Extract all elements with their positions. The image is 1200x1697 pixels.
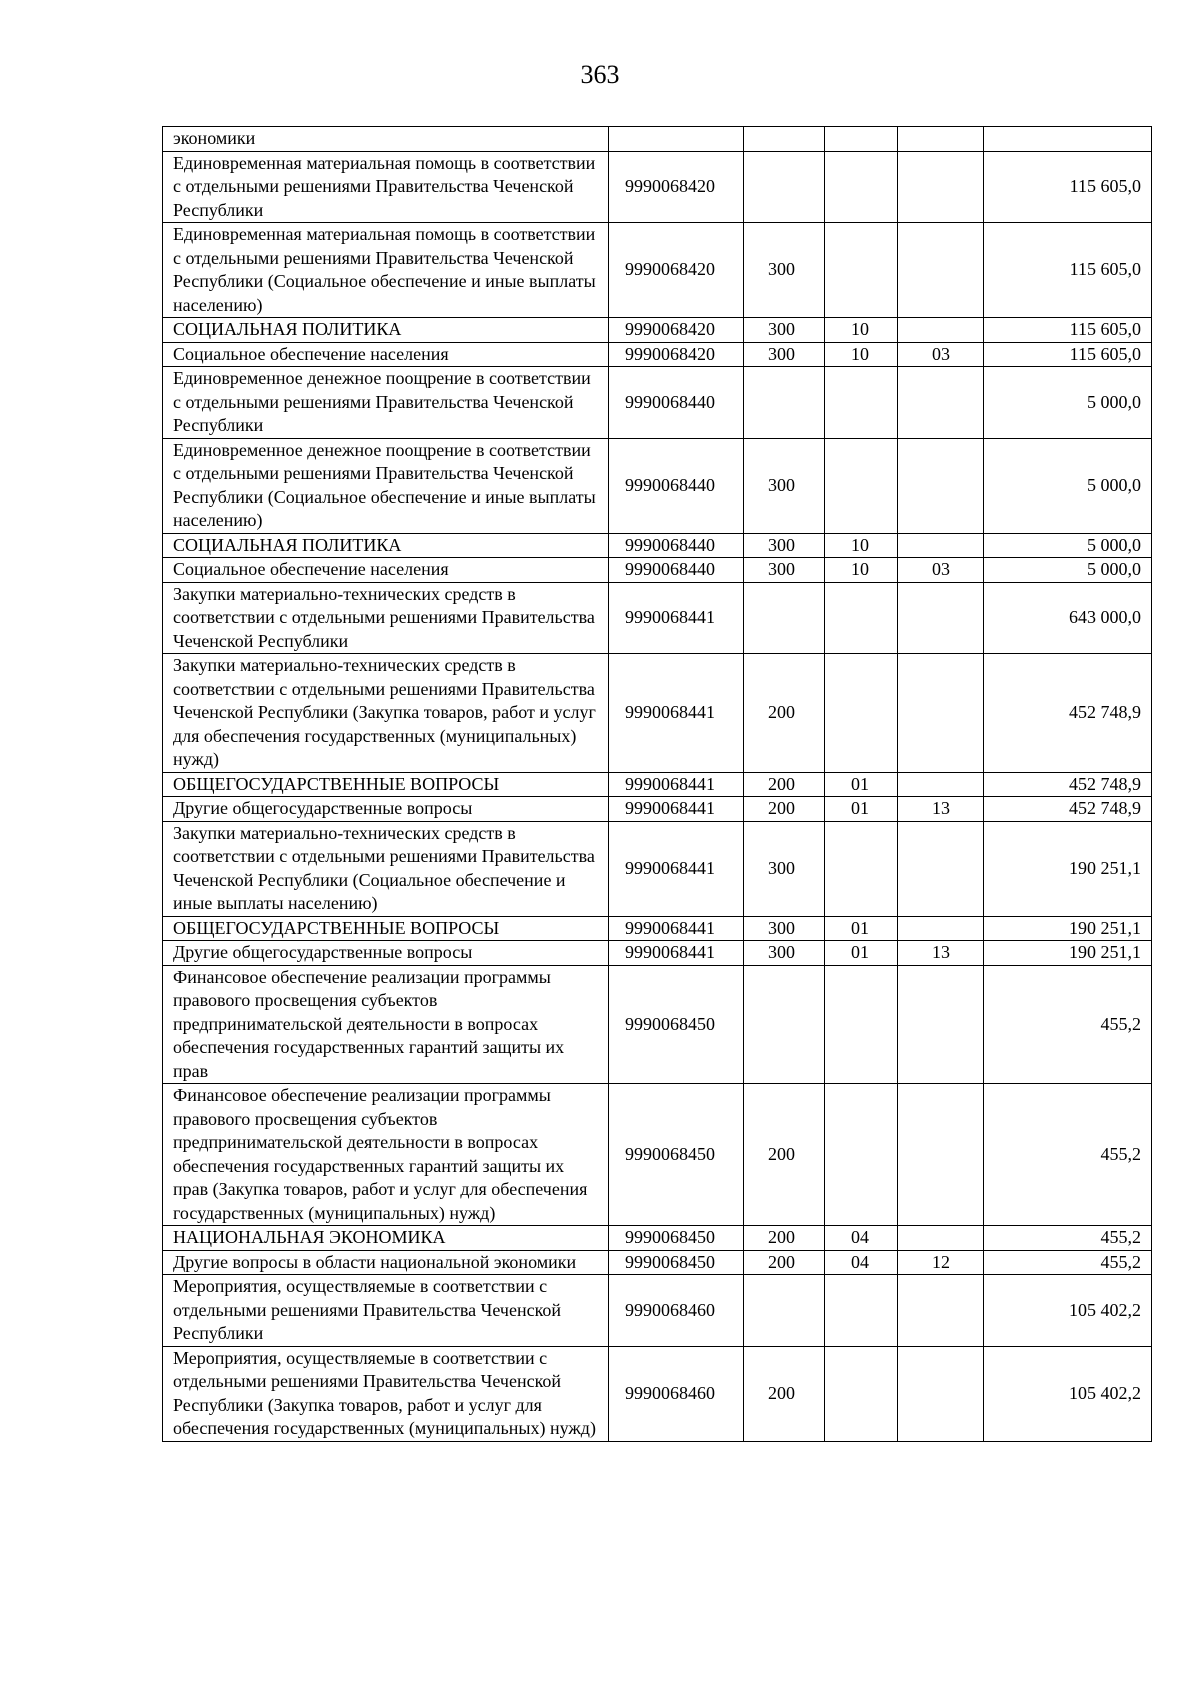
row-name-cell: Другие общегосударственные вопросы [163,797,609,822]
table-row [163,916,1152,941]
section-code-cell: 01 [825,772,898,797]
section-code-cell [825,582,898,654]
section-code-cell [825,127,898,152]
table-row [163,533,1152,558]
table-row [163,965,1152,1084]
row-name-cell: Единовременное денежное поощрение в соответствии с отдельными решениями Правительства Чеченской Республики [163,367,609,439]
subsection-code-cell [898,654,984,773]
amount-cell: 190 251,1 [984,941,1152,966]
expense-type-code-cell: 200 [744,797,825,822]
section-code-cell [825,151,898,223]
row-name-cell: ОБЩЕГОСУДАРСТВЕННЫЕ ВОПРОСЫ [163,772,609,797]
row-name-cell: Мероприятия, осуществляемые в соответствии с отдельными решениями Правительства Чеченской Республики (Закупка товаров, работ и услуг для обеспечения государственных (муниципальных) нужд) [163,1346,609,1441]
subsection-code-cell [898,772,984,797]
row-name-cell: Закупки материально-технических средств в соответствии с отдельными решениями Правительства Чеченской Республики (Закупка товаров, работ и услуг для обеспечения государственных (муниципальных) нужд) [163,654,609,773]
budget-table [162,126,1152,1442]
table-row [163,941,1152,966]
section-code-cell: 10 [825,342,898,367]
amount-cell: 190 251,1 [984,916,1152,941]
target-article-code-cell: 9990068441 [609,941,744,966]
expense-type-code-cell: 200 [744,1250,825,1275]
row-name-cell: Финансовое обеспечение реализации программы правового просвещения субъектов предпринимательской деятельности в вопросах обеспечения государственных гарантий защиты их прав [163,965,609,1084]
subsection-code-cell: 13 [898,797,984,822]
table-row [163,367,1152,439]
expense-type-code-cell [744,151,825,223]
table-row [163,1250,1152,1275]
amount-cell: 452 748,9 [984,654,1152,773]
target-article-code-cell: 9990068441 [609,582,744,654]
subsection-code-cell: 03 [898,342,984,367]
amount-cell: 190 251,1 [984,821,1152,916]
expense-type-code-cell: 300 [744,821,825,916]
section-code-cell [825,654,898,773]
subsection-code-cell: 03 [898,558,984,583]
section-code-cell [825,223,898,318]
table-row [163,582,1152,654]
section-code-cell [825,965,898,1084]
row-name-cell: Единовременное денежное поощрение в соответствии с отдельными решениями Правительства Чеченской Республики (Социальное обеспечение и иные выплаты населению) [163,438,609,533]
row-name-cell: СОЦИАЛЬНАЯ ПОЛИТИКА [163,318,609,343]
target-article-code-cell: 9990068441 [609,821,744,916]
expense-type-code-cell [744,127,825,152]
subsection-code-cell [898,1275,984,1347]
amount-cell: 5 000,0 [984,367,1152,439]
row-name-cell: НАЦИОНАЛЬНАЯ ЭКОНОМИКА [163,1226,609,1251]
subsection-code-cell [898,127,984,152]
target-article-code-cell: 9990068441 [609,797,744,822]
row-name-cell: Другие вопросы в области национальной экономики [163,1250,609,1275]
expense-type-code-cell: 300 [744,941,825,966]
table-row [163,1084,1152,1226]
section-code-cell [825,1084,898,1226]
expense-type-code-cell: 300 [744,916,825,941]
amount-cell: 115 605,0 [984,318,1152,343]
row-name-cell: Закупки материально-технических средств в соответствии с отдельными решениями Правительства Чеченской Республики [163,582,609,654]
table-row [163,127,1152,152]
table-row [163,654,1152,773]
target-article-code-cell: 9990068440 [609,533,744,558]
target-article-code-cell [609,127,744,152]
subsection-code-cell [898,916,984,941]
row-name-cell: Единовременная материальная помощь в соответствии с отдельными решениями Правительства Чеченской Республики (Социальное обеспечение и иные выплаты населению) [163,223,609,318]
target-article-code-cell: 9990068441 [609,772,744,797]
row-name-cell: Социальное обеспечение населения [163,558,609,583]
target-article-code-cell: 9990068460 [609,1346,744,1441]
section-code-cell: 01 [825,916,898,941]
amount-cell [984,127,1152,152]
table-row [163,558,1152,583]
subsection-code-cell: 12 [898,1250,984,1275]
section-code-cell: 01 [825,797,898,822]
amount-cell: 643 000,0 [984,582,1152,654]
table-row [163,821,1152,916]
target-article-code-cell: 9990068460 [609,1275,744,1347]
table-row [163,318,1152,343]
section-code-cell: 10 [825,533,898,558]
table-row [163,1346,1152,1441]
table-row [163,151,1152,223]
subsection-code-cell [898,533,984,558]
subsection-code-cell [898,821,984,916]
amount-cell: 115 605,0 [984,223,1152,318]
target-article-code-cell: 9990068450 [609,1226,744,1251]
section-code-cell [825,1275,898,1347]
row-name-cell: Единовременная материальная помощь в соответствии с отдельными решениями Правительства Чеченской Республики [163,151,609,223]
target-article-code-cell: 9990068440 [609,367,744,439]
row-name-cell: СОЦИАЛЬНАЯ ПОЛИТИКА [163,533,609,558]
subsection-code-cell [898,1226,984,1251]
expense-type-code-cell: 300 [744,438,825,533]
section-code-cell: 04 [825,1226,898,1251]
subsection-code-cell [898,438,984,533]
amount-cell: 5 000,0 [984,533,1152,558]
subsection-code-cell [898,965,984,1084]
subsection-code-cell [898,582,984,654]
table-row [163,797,1152,822]
table-row [163,1275,1152,1347]
expense-type-code-cell: 200 [744,772,825,797]
target-article-code-cell: 9990068420 [609,151,744,223]
section-code-cell [825,438,898,533]
amount-cell: 5 000,0 [984,438,1152,533]
table-body [163,127,1152,1442]
expense-type-code-cell [744,965,825,1084]
target-article-code-cell: 9990068420 [609,318,744,343]
row-name-cell: Другие общегосударственные вопросы [163,941,609,966]
subsection-code-cell: 13 [898,941,984,966]
row-name-cell: ОБЩЕГОСУДАРСТВЕННЫЕ ВОПРОСЫ [163,916,609,941]
section-code-cell [825,367,898,439]
target-article-code-cell: 9990068450 [609,1084,744,1226]
table-row [163,223,1152,318]
expense-type-code-cell: 200 [744,1226,825,1251]
target-article-code-cell: 9990068440 [609,438,744,533]
subsection-code-cell [898,367,984,439]
subsection-code-cell [898,1346,984,1441]
subsection-code-cell [898,318,984,343]
target-article-code-cell: 9990068441 [609,916,744,941]
amount-cell: 455,2 [984,1084,1152,1226]
expense-type-code-cell: 200 [744,1346,825,1441]
section-code-cell: 10 [825,318,898,343]
target-article-code-cell: 9990068440 [609,558,744,583]
row-name-cell: экономики [163,127,609,152]
table-row [163,1226,1152,1251]
row-name-cell: Мероприятия, осуществляемые в соответствии с отдельными решениями Правительства Чеченской Республики [163,1275,609,1347]
amount-cell: 452 748,9 [984,797,1152,822]
amount-cell: 455,2 [984,965,1152,1084]
amount-cell: 105 402,2 [984,1346,1152,1441]
target-article-code-cell: 9990068450 [609,1250,744,1275]
expense-type-code-cell: 200 [744,1084,825,1226]
amount-cell: 455,2 [984,1226,1152,1251]
row-name-cell: Закупки материально-технических средств в соответствии с отдельными решениями Правительства Чеченской Республики (Социальное обеспечение и иные выплаты населению) [163,821,609,916]
subsection-code-cell [898,151,984,223]
amount-cell: 115 605,0 [984,151,1152,223]
target-article-code-cell: 9990068441 [609,654,744,773]
table-row [163,438,1152,533]
expense-type-code-cell: 300 [744,223,825,318]
amount-cell: 455,2 [984,1250,1152,1275]
amount-cell: 115 605,0 [984,342,1152,367]
section-code-cell [825,821,898,916]
amount-cell: 5 000,0 [984,558,1152,583]
row-name-cell: Социальное обеспечение населения [163,342,609,367]
expense-type-code-cell [744,367,825,439]
table-row [163,342,1152,367]
table-row [163,772,1152,797]
amount-cell: 105 402,2 [984,1275,1152,1347]
page-number: 363 [580,60,620,89]
expense-type-code-cell: 300 [744,318,825,343]
target-article-code-cell: 9990068420 [609,342,744,367]
expense-type-code-cell: 300 [744,342,825,367]
expense-type-code-cell [744,582,825,654]
section-code-cell: 01 [825,941,898,966]
section-code-cell: 04 [825,1250,898,1275]
section-code-cell: 10 [825,558,898,583]
amount-cell: 452 748,9 [984,772,1152,797]
target-article-code-cell: 9990068450 [609,965,744,1084]
expense-type-code-cell: 300 [744,558,825,583]
expense-type-code-cell [744,1275,825,1347]
subsection-code-cell [898,223,984,318]
expense-type-code-cell: 200 [744,654,825,773]
expense-type-code-cell: 300 [744,533,825,558]
section-code-cell [825,1346,898,1441]
subsection-code-cell [898,1084,984,1226]
row-name-cell: Финансовое обеспечение реализации программы правового просвещения субъектов предпринимательской деятельности в вопросах обеспечения государственных гарантий защиты их прав (Закупка товаров, работ и услуг для обеспечения государственных (муниципальных) нужд) [163,1084,609,1226]
target-article-code-cell: 9990068420 [609,223,744,318]
